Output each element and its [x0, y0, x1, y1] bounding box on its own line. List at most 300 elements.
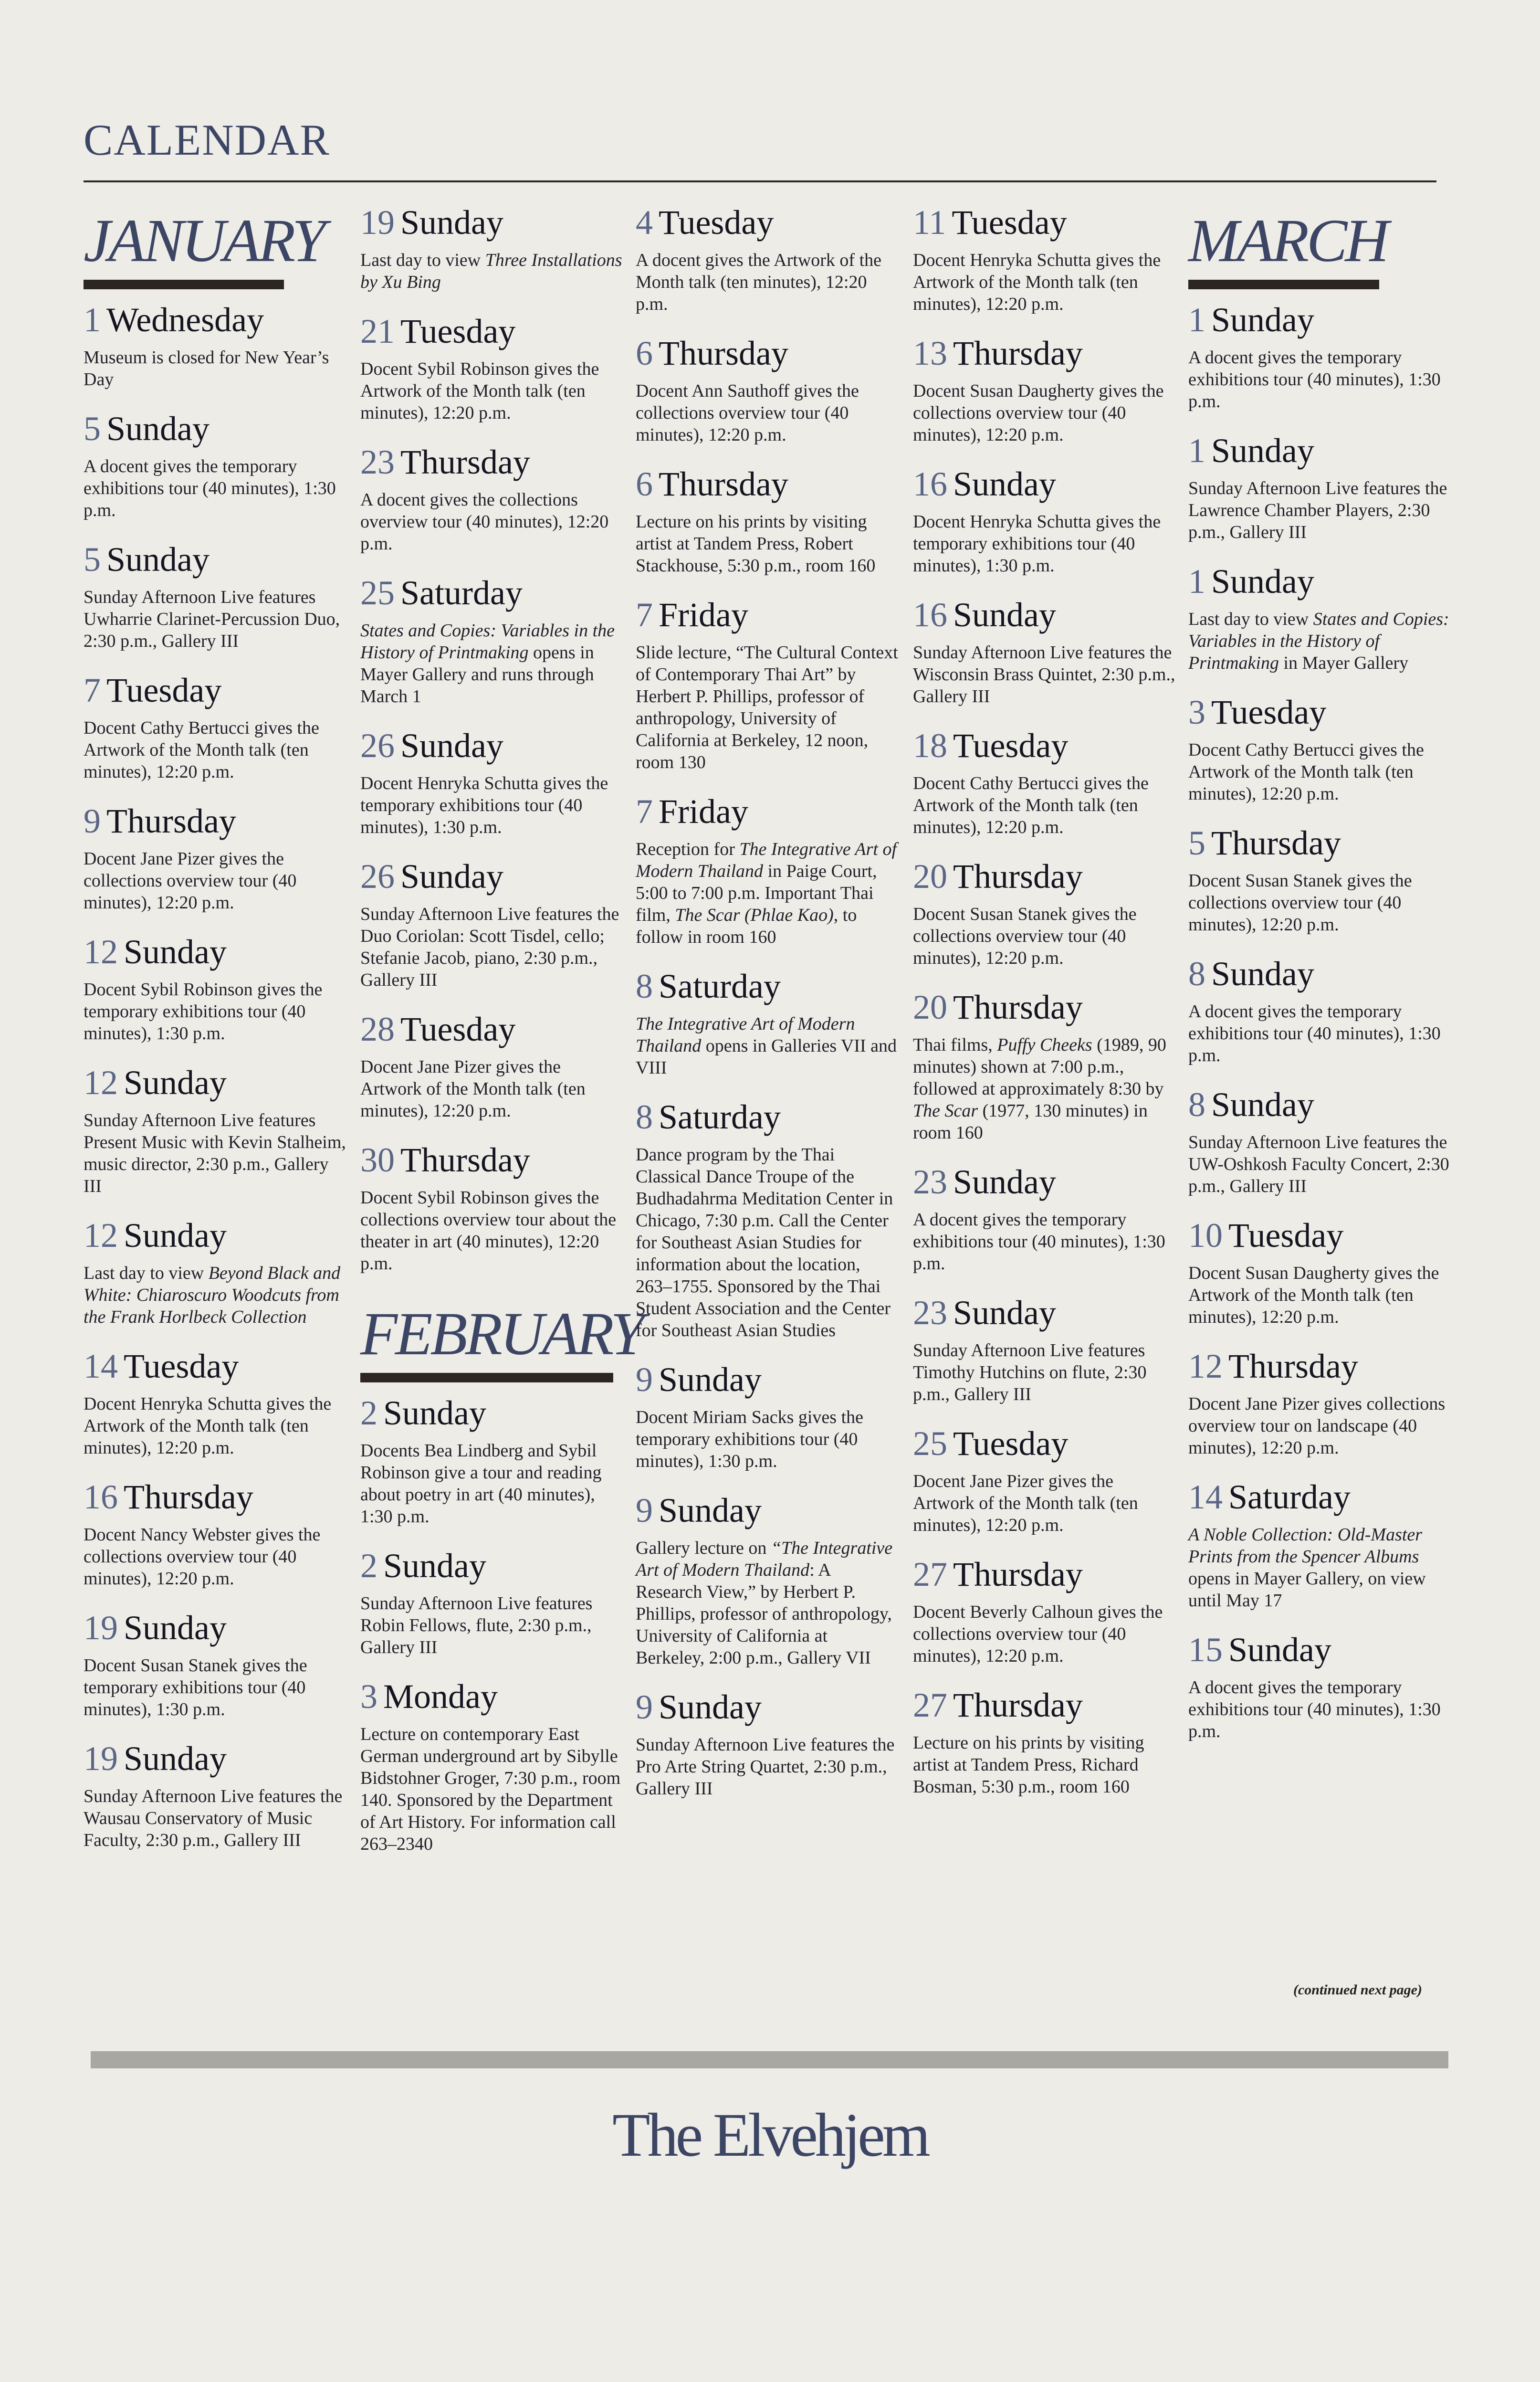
event-description: [1188, 1676, 1453, 1742]
event-day-number: 18: [913, 727, 947, 765]
event-day-number: 23: [913, 1294, 947, 1332]
event-date: [913, 859, 1178, 894]
month-rule: [360, 1373, 613, 1382]
event-weekday: Thursday: [953, 1686, 1083, 1724]
calendar-event: [84, 542, 348, 652]
event-day-number: 16: [913, 596, 947, 634]
event-date: [636, 467, 901, 501]
event-date: [913, 205, 1178, 240]
event-weekday: Tuesday: [952, 203, 1067, 242]
event-text: Last day to view: [1188, 609, 1313, 629]
event-day-number: 6: [636, 465, 653, 503]
event-text: Docent Cathy Bertucci gives the Artwork of the Month talk (ten minutes), 12:20 p.m.: [84, 718, 319, 782]
event-list: [913, 205, 1178, 1798]
event-date: [913, 598, 1178, 632]
event-day-number: 7: [636, 596, 653, 634]
event-date: [84, 1741, 348, 1776]
event-description: [913, 1601, 1178, 1667]
event-date: [636, 969, 901, 1003]
event-title-italic: Puffy Cheeks: [997, 1035, 1092, 1055]
event-day-number: 20: [913, 857, 947, 896]
calendar-event: [913, 990, 1178, 1144]
event-text: Docent Susan Daugherty gives the collections overview tour (40 minutes), 12:20 p.m.: [913, 381, 1164, 445]
calendar-event: [360, 1679, 625, 1855]
calendar-event: [1188, 1480, 1453, 1612]
event-weekday: Tuesday: [953, 1424, 1069, 1463]
event-date: [84, 1218, 348, 1253]
event-text: Last day to view: [360, 250, 485, 270]
event-description: [636, 380, 901, 446]
event-date: [360, 205, 625, 240]
event-day-number: 26: [360, 857, 395, 896]
event-date: [360, 1396, 625, 1430]
event-day-number: 30: [360, 1141, 395, 1179]
event-text: : A Research View,” by Herbert P. Phillips, professor of anthropology, University of California at Berkeley, 2:00 p.m., Gallery VII: [636, 1560, 892, 1668]
event-date: [636, 1690, 901, 1724]
event-text: Docent Susan Stanek gives the temporary exhibitions tour (40 minutes), 1:30 p.m.: [84, 1655, 307, 1719]
calendar-event: [360, 314, 625, 424]
event-weekday: Sunday: [659, 1491, 762, 1529]
event-text: Docent Sybil Robinson gives the Artwork of the Month talk (ten minutes), 12:20 p.m.: [360, 359, 599, 423]
event-text: Thai films,: [913, 1035, 997, 1055]
event-day-number: 15: [1188, 1631, 1223, 1669]
event-weekday: Thursday: [124, 1478, 253, 1516]
calendar-event: [1188, 695, 1453, 805]
event-title-italic: A Noble Collection: Old-Master Prints from the Spencer Albums: [1188, 1525, 1423, 1567]
event-weekday: Sunday: [400, 857, 503, 896]
event-description: [913, 1732, 1178, 1798]
event-date: [84, 1611, 348, 1645]
event-text: Docent Cathy Bertucci gives the Artwork of the Month talk (ten minutes), 12:20 p.m.: [913, 773, 1149, 837]
event-text: Docent Jane Pizer gives the Artwork of the Month talk (ten minutes), 12:20 p.m.: [360, 1057, 586, 1121]
event-day-number: 6: [636, 334, 653, 372]
event-description: [360, 1440, 625, 1528]
event-date: [636, 1362, 901, 1397]
event-day-number: 2: [360, 1394, 377, 1432]
calendar-event: [1188, 1349, 1453, 1459]
calendar-event: [84, 303, 348, 390]
event-date: [360, 1012, 625, 1046]
calendar-event: [636, 336, 901, 446]
event-day-number: 12: [84, 933, 118, 971]
event-text: (1989, 90 minutes) shown at 7:00 p.m., followed at approximately 8:30 by: [913, 1035, 1166, 1099]
event-text: in Paige Court, 5:00 to 7:00 p.m. Important Thai film,: [636, 861, 877, 925]
event-text: Docent Miriam Sacks gives the temporary exhibitions tour (40 minutes), 1:30 p.m.: [636, 1407, 864, 1471]
month-rule: [1188, 280, 1379, 289]
event-description: [360, 1592, 625, 1658]
event-day-number: 5: [84, 410, 101, 448]
event-weekday: Saturday: [400, 574, 523, 612]
museum-logo-text: The Elvehjem: [612, 2101, 928, 2170]
event-text: Sunday Afternoon Live features Uwharrie Clarinet-Percussion Duo, 2:30 p.m., Gallery III: [84, 587, 340, 651]
event-description: [360, 489, 625, 555]
event-text: Docent Jane Pizer gives the collections overview tour (40 minutes), 12:20 p.m.: [84, 849, 297, 913]
event-day-number: 1: [1188, 301, 1205, 339]
calendar-event: [84, 1611, 348, 1720]
top-rule: [84, 180, 1436, 182]
event-date: [913, 336, 1178, 370]
event-list: [360, 205, 625, 1275]
event-date: [84, 804, 348, 838]
event-day-number: 9: [636, 1360, 653, 1399]
event-description: [913, 642, 1178, 707]
event-text: Docent Ann Sauthoff gives the collections overview tour (40 minutes), 12:20 p.m.: [636, 381, 859, 445]
calendar-event: [360, 576, 625, 707]
event-text: opens in Mayer Gallery, on view until May 17: [1188, 1569, 1426, 1611]
calendar-event: [913, 1426, 1178, 1536]
event-date: [84, 303, 348, 337]
event-text: Gallery lecture on: [636, 1538, 771, 1558]
event-day-number: 1: [1188, 432, 1205, 470]
event-text: Museum is closed for New Year’s Day: [84, 348, 329, 390]
event-date: [636, 336, 901, 370]
event-description: [636, 1537, 901, 1669]
event-day-number: 1: [1188, 562, 1205, 601]
event-weekday: Thursday: [1211, 824, 1341, 862]
event-date: [360, 576, 625, 610]
calendar-event: [913, 205, 1178, 315]
event-description: [1188, 1131, 1453, 1197]
event-text: Docent Susan Stanek gives the collections overview tour (40 minutes), 12:20 p.m.: [1188, 871, 1412, 935]
calendar-event: [84, 1480, 348, 1590]
calendar-event: [84, 935, 348, 1044]
event-description: [84, 848, 348, 914]
event-text: Sunday Afternoon Live features Robin Fellows, flute, 2:30 p.m., Gallery III: [360, 1593, 593, 1657]
event-text: Last day to view: [84, 1263, 209, 1283]
calendar-event: [1188, 1218, 1453, 1328]
event-date: [1188, 1349, 1453, 1383]
event-description: [913, 380, 1178, 446]
event-date: [360, 728, 625, 763]
event-weekday: Sunday: [1211, 432, 1314, 470]
event-weekday: Thursday: [1228, 1347, 1358, 1385]
calendar-event: [636, 205, 901, 315]
event-text: Docent Jane Pizer gives the Artwork of the Month talk (ten minutes), 12:20 p.m.: [913, 1471, 1138, 1535]
event-text: Docent Susan Daugherty gives the Artwork of the Month talk (ten minutes), 12:20 p.m.: [1188, 1263, 1439, 1327]
event-text: Sunday Afternoon Live features the Pro Arte String Quartet, 2:30 p.m., Gallery III: [636, 1735, 895, 1799]
event-date: [636, 598, 901, 632]
event-text: Docent Henryka Schutta gives the temporary exhibitions tour (40 minutes), 1:30 p.m.: [913, 512, 1161, 576]
event-text: Docent Susan Stanek gives the collections overview tour (40 minutes), 12:20 p.m.: [913, 904, 1137, 968]
event-description: [636, 1406, 901, 1472]
event-description: [84, 1524, 348, 1590]
event-weekday: Sunday: [106, 540, 210, 579]
event-date: [1188, 1480, 1453, 1514]
event-date: [1188, 1087, 1453, 1122]
calendar-event: [913, 1296, 1178, 1405]
event-text: in Mayer Gallery: [1278, 653, 1409, 673]
event-day-number: 11: [913, 203, 946, 242]
event-text: Lecture on contemporary East German underground art by Sibylle Bidstohner Groger, 7:30 p.m., room 140. Sponsored by the Department of Art History. For information call 263–2340: [360, 1724, 621, 1854]
event-title-italic: The Integrative Art of Modern Thailand: [636, 839, 897, 881]
event-weekday: Tuesday: [659, 203, 774, 242]
event-weekday: Sunday: [1211, 562, 1314, 601]
event-weekday: Thursday: [400, 1141, 530, 1179]
column-february-cont: [913, 200, 1178, 1819]
event-date: [636, 794, 901, 829]
event-description: [84, 1785, 348, 1851]
calendar-event: [1188, 564, 1453, 674]
calendar-event: [84, 1065, 348, 1197]
event-weekday: Friday: [659, 596, 748, 634]
event-title-italic: States and Copies: Variables in the History of Printmaking: [1188, 609, 1449, 673]
event-weekday: Thursday: [953, 1555, 1083, 1593]
event-date: [913, 990, 1178, 1024]
calendar-event: [913, 1557, 1178, 1667]
calendar-event: [636, 794, 901, 948]
event-date: [913, 1296, 1178, 1330]
event-weekday: Sunday: [383, 1547, 486, 1585]
event-description: [360, 903, 625, 991]
calendar-event: [84, 673, 348, 783]
event-weekday: Monday: [383, 1677, 498, 1716]
event-day-number: 3: [360, 1677, 377, 1716]
event-day-number: 23: [360, 443, 395, 481]
event-description: [1188, 870, 1453, 936]
calendar-event: [360, 859, 625, 991]
event-day-number: 12: [84, 1216, 118, 1254]
event-date: [1188, 1218, 1453, 1253]
calendar-event: [913, 467, 1178, 577]
event-day-number: 14: [84, 1347, 118, 1385]
event-weekday: Sunday: [124, 933, 227, 971]
event-text: Docent Jane Pizer gives collections overview tour on landscape (40 minutes), 12:20 p.m.: [1188, 1394, 1446, 1458]
column-february: [636, 200, 901, 1821]
event-title-italic: Beyond Black and White: Chiaroscuro Woodcuts from the Frank Horlbeck Collection: [84, 1263, 341, 1327]
event-day-number: 20: [913, 988, 947, 1026]
event-description: [360, 1056, 625, 1122]
event-list: [1188, 303, 1453, 1742]
event-list: [84, 303, 348, 1851]
calendar-event: [84, 1218, 348, 1328]
event-weekday: Sunday: [1211, 1086, 1314, 1124]
event-description: [84, 1655, 348, 1720]
event-description: [636, 249, 901, 315]
event-description: [1188, 1393, 1453, 1459]
event-weekday: Sunday: [400, 203, 503, 242]
event-date: [84, 1349, 348, 1383]
event-description: [636, 511, 901, 577]
event-description: [1188, 1001, 1453, 1066]
event-description: [360, 772, 625, 838]
event-description: [636, 642, 901, 773]
event-day-number: 8: [1188, 1086, 1205, 1124]
calendar-event: [636, 1493, 901, 1669]
event-weekday: Sunday: [659, 1360, 762, 1399]
calendar-columns: [84, 200, 1448, 2005]
event-day-number: 9: [636, 1688, 653, 1726]
event-description: [636, 1734, 901, 1800]
event-day-number: 16: [913, 465, 947, 503]
event-day-number: 14: [1188, 1478, 1223, 1516]
event-text: A docent gives the temporary exhibitions tour (40 minutes), 1:30 p.m.: [1188, 348, 1441, 411]
event-description: [360, 358, 625, 424]
event-weekday: Sunday: [124, 1064, 227, 1102]
event-weekday: Tuesday: [106, 671, 222, 709]
event-weekday: Sunday: [953, 1163, 1056, 1201]
event-day-number: 5: [84, 540, 101, 579]
event-day-number: 28: [360, 1010, 395, 1048]
event-date: [913, 1688, 1178, 1722]
event-day-number: 23: [913, 1163, 947, 1201]
event-day-number: 7: [636, 792, 653, 831]
event-date: [1188, 433, 1453, 468]
event-day-number: 1: [84, 301, 101, 339]
event-day-number: 8: [636, 1098, 653, 1136]
event-day-number: 19: [84, 1609, 118, 1647]
event-text: Docent Beverly Calhoun gives the collections overview tour (40 minutes), 12:20 p.m.: [913, 1602, 1163, 1666]
calendar-event: [360, 728, 625, 838]
event-date: [913, 728, 1178, 763]
event-day-number: 12: [1188, 1347, 1223, 1385]
event-date: [84, 1065, 348, 1100]
event-title-italic: The Scar (Phlae Kao): [675, 905, 834, 925]
event-date: [84, 542, 348, 577]
event-day-number: 3: [1188, 693, 1205, 731]
event-text: opens in Galleries VII and VIII: [636, 1036, 897, 1078]
event-weekday: Sunday: [953, 1294, 1056, 1332]
event-day-number: 8: [636, 967, 653, 1005]
event-text: Lecture on his prints by visiting artist at Tandem Press, Robert Stackhouse, 5:30 p.m., room 160: [636, 512, 876, 576]
event-day-number: 26: [360, 727, 395, 765]
event-day-number: 5: [1188, 824, 1205, 862]
event-weekday: Sunday: [383, 1394, 486, 1432]
calendar-event: [84, 1349, 348, 1459]
event-text: Sunday Afternoon Live features the UW-Oshkosh Faculty Concert, 2:30 p.m., Gallery III: [1188, 1132, 1449, 1196]
event-list: [636, 205, 901, 1800]
calendar-event: [360, 445, 625, 555]
event-date: [1188, 303, 1453, 337]
event-date: [360, 1679, 625, 1714]
event-text: A docent gives the Artwork of the Month talk (ten minutes), 12:20 p.m.: [636, 250, 882, 314]
event-date: [636, 1100, 901, 1134]
event-day-number: 4: [636, 203, 653, 242]
calendar-event: [1188, 303, 1453, 412]
event-weekday: Tuesday: [400, 312, 516, 350]
event-description: [84, 1393, 348, 1459]
event-description: [1188, 739, 1453, 805]
event-description: [913, 1339, 1178, 1405]
event-text: Docent Henryka Schutta gives the Artwork of the Month talk (ten minutes), 12:20 p.m.: [84, 1394, 332, 1458]
event-description: [913, 511, 1178, 577]
event-description: [1188, 1524, 1453, 1612]
calendar-event: [636, 598, 901, 773]
event-description: [84, 455, 348, 521]
calendar-event: [1188, 957, 1453, 1066]
calendar-event: [1188, 433, 1453, 543]
event-weekday: Thursday: [659, 465, 788, 503]
event-date: [636, 205, 901, 240]
event-text: Sunday Afternoon Live features Timothy Hutchins on flute, 2:30 p.m., Gallery III: [913, 1340, 1147, 1404]
event-weekday: Sunday: [124, 1216, 227, 1254]
event-weekday: Thursday: [400, 443, 530, 481]
event-weekday: Sunday: [659, 1688, 762, 1726]
event-text: Sunday Afternoon Live features Present Music with Kevin Stalheim, music director, 2:30 p.m., Gallery III: [84, 1110, 346, 1196]
event-weekday: Tuesday: [953, 727, 1069, 765]
event-day-number: 7: [84, 671, 101, 709]
event-weekday: Sunday: [106, 410, 210, 448]
bottom-rule: [91, 2051, 1448, 2068]
calendar-event: [913, 336, 1178, 446]
event-date: [1188, 826, 1453, 860]
event-day-number: 19: [360, 203, 395, 242]
event-day-number: 8: [1188, 955, 1205, 993]
event-description: [1188, 608, 1453, 674]
event-description: [84, 1262, 348, 1328]
event-weekday: Thursday: [106, 802, 236, 840]
calendar-event: [360, 1396, 625, 1528]
event-date: [1188, 1633, 1453, 1667]
event-weekday: Saturday: [659, 1098, 781, 1136]
calendar-event: [913, 859, 1178, 969]
event-weekday: Tuesday: [1228, 1216, 1344, 1254]
event-text: Docent Nancy Webster gives the collections overview tour (40 minutes), 12:20 p.m.: [84, 1525, 321, 1589]
event-weekday: Tuesday: [1211, 693, 1327, 731]
event-date: [360, 1143, 625, 1177]
event-description: [1188, 347, 1453, 412]
event-description: [636, 1144, 901, 1341]
month-heading-january: JANUARY: [84, 207, 324, 274]
event-day-number: 10: [1188, 1216, 1223, 1254]
event-date: [913, 1426, 1178, 1461]
event-text: Sunday Afternoon Live features the Wausau Conservatory of Music Faculty, 2:30 p.m., Gallery III: [84, 1786, 343, 1850]
event-weekday: Thursday: [953, 857, 1083, 896]
event-date: [913, 1557, 1178, 1592]
calendar-event: [913, 1165, 1178, 1275]
continued-note: (continued next page): [1293, 1982, 1422, 1998]
event-date: [84, 935, 348, 969]
calendar-event: [913, 728, 1178, 838]
event-description: [84, 586, 348, 652]
event-description: [913, 249, 1178, 315]
event-title-italic: “The Integrative Art of Modern Thailand: [636, 1538, 893, 1580]
event-title-italic: The Integrative Art of Modern Thailand: [636, 1014, 855, 1056]
calendar-event: [84, 411, 348, 521]
event-date: [360, 1549, 625, 1583]
event-weekday: Sunday: [953, 465, 1056, 503]
event-title-italic: The Scar: [913, 1101, 978, 1121]
page-title: CALENDAR: [84, 116, 330, 164]
event-day-number: 25: [913, 1424, 947, 1463]
event-weekday: Tuesday: [400, 1010, 516, 1048]
event-description: [84, 979, 348, 1044]
month-heading-march: MARCH: [1188, 207, 1387, 274]
calendar-event: [360, 1012, 625, 1122]
event-weekday: Friday: [659, 792, 748, 831]
event-weekday: Sunday: [124, 1739, 227, 1778]
event-list: [360, 1396, 625, 1855]
event-description: [84, 1109, 348, 1197]
event-day-number: 16: [84, 1478, 118, 1516]
calendar-event: [913, 598, 1178, 707]
event-description: [636, 1013, 901, 1079]
event-date: [636, 1493, 901, 1528]
event-weekday: Sunday: [953, 596, 1056, 634]
event-weekday: Thursday: [953, 988, 1083, 1026]
event-text: Lecture on his prints by visiting artist at Tandem Press, Richard Bosman, 5:30 p.m., room 160: [913, 1733, 1144, 1797]
event-text: Sunday Afternoon Live features the Duo Coriolan: Scott Tisdel, cello; Stefanie Jacob, piano, 2:30 p.m., Gallery III: [360, 904, 619, 990]
event-title-italic: Three Installations by Xu Bing: [360, 250, 622, 292]
event-date: [360, 859, 625, 894]
event-description: [913, 1470, 1178, 1536]
column-january-february: [360, 200, 642, 1876]
event-date: [360, 445, 625, 479]
event-text: Sunday Afternoon Live features the Wisconsin Brass Quintet, 2:30 p.m., Gallery III: [913, 643, 1175, 706]
event-day-number: 27: [913, 1686, 947, 1724]
event-date: [1188, 695, 1453, 729]
calendar-event: [636, 969, 901, 1079]
event-day-number: 9: [84, 802, 101, 840]
